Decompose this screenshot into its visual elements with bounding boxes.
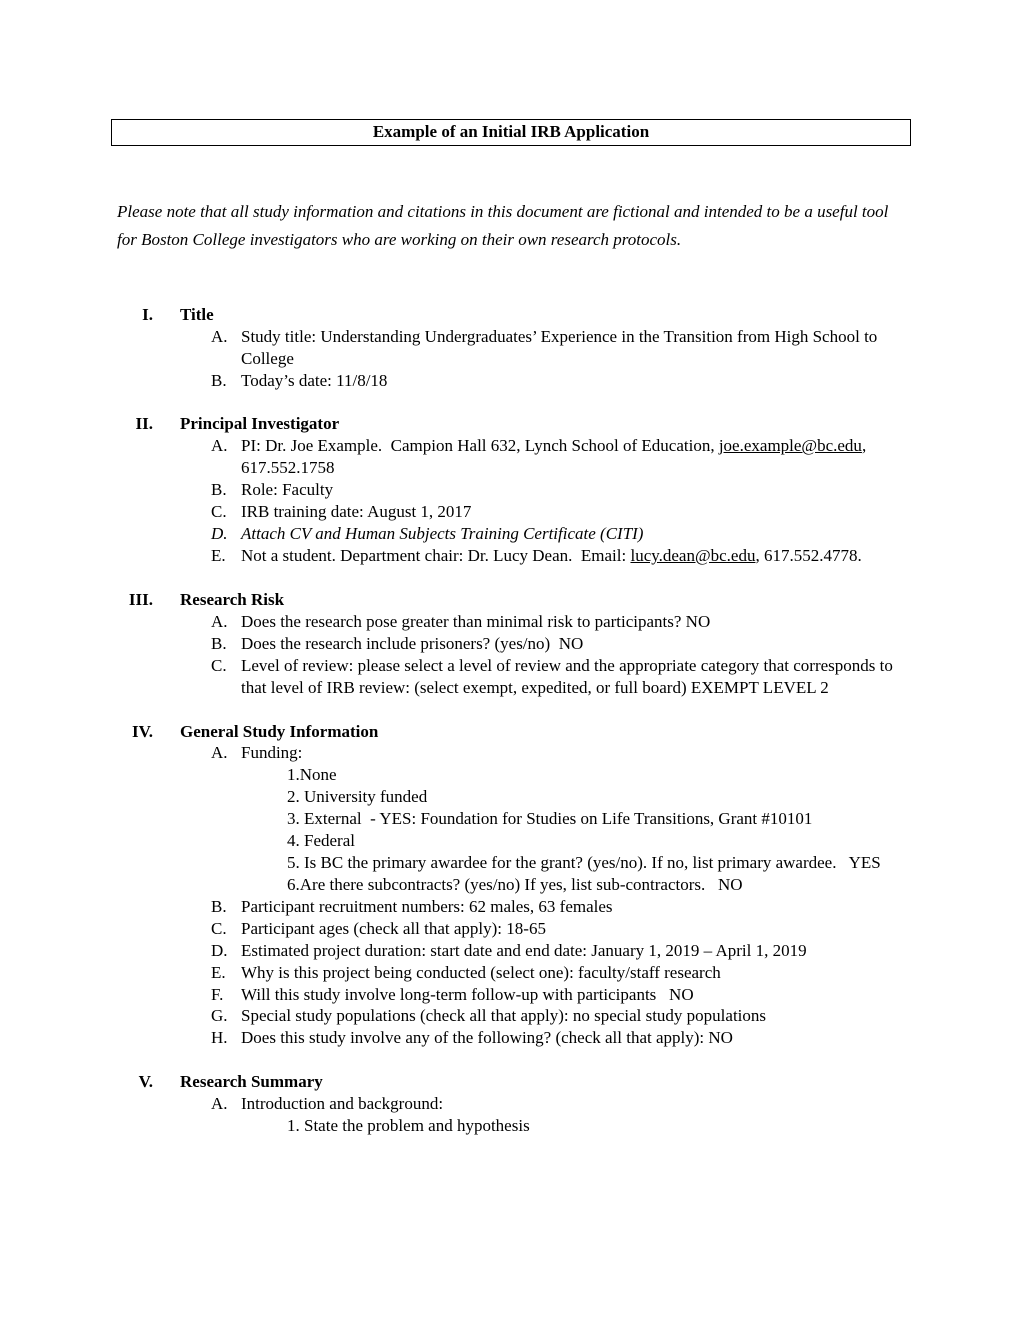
list-item-text: Introduction and background: xyxy=(241,1094,444,1114)
list-item-label: A. xyxy=(211,611,228,631)
list-item-text xyxy=(241,545,903,567)
list-item xyxy=(211,742,911,764)
list-item-label: D. xyxy=(211,524,228,544)
pi-email-link[interactable]: joe.example@bc.edu xyxy=(718,436,862,456)
document-title-box xyxy=(111,119,911,146)
chair-email-link[interactable]: lucy.dean@bc.edu xyxy=(630,545,756,565)
list-item-text: Funding: xyxy=(241,743,303,763)
outline xyxy=(111,304,911,1137)
list-item-label: F. xyxy=(211,984,224,1004)
list-item xyxy=(211,326,911,370)
list-item-label: B. xyxy=(211,896,227,916)
list-item xyxy=(211,370,911,392)
list-item xyxy=(211,655,911,699)
list-item-text: Level of review: please select a level of review and the appropriate category that corresponds to that level of IRB review: (select exempt, expedited, or full board) EXEMPT LEVEL 2 xyxy=(241,655,898,697)
list-item xyxy=(211,1093,911,1115)
list-item-text: Participant recruitment numbers: 62 males, 63 females xyxy=(241,896,613,916)
section-numeral: II. xyxy=(135,414,153,434)
sub-list-item: 4. Federal xyxy=(287,831,355,851)
section-numeral: III. xyxy=(128,589,153,609)
list-item-text: Why is this project being conducted (select one): faculty/staff research xyxy=(241,962,721,982)
section-numeral: IV. xyxy=(132,721,153,741)
chair-contact-text: Not a student. Department chair: Dr. Lucy Dean. Email: xyxy=(241,545,631,565)
section-numeral: I. xyxy=(142,304,153,324)
list-item-label: E. xyxy=(211,962,226,982)
list-item xyxy=(211,501,911,523)
section-research-summary xyxy=(111,1071,911,1137)
section-title xyxy=(111,304,911,392)
list-item-label: H. xyxy=(211,1028,228,1048)
section-heading-row xyxy=(111,304,911,326)
list-item xyxy=(211,1005,911,1027)
list-item-label: A. xyxy=(211,326,228,346)
list-item-label: A. xyxy=(211,436,228,456)
section-heading: General Study Information xyxy=(180,721,379,741)
list-item-text: Attach CV and Human Subjects Training Certificate (CITI) xyxy=(241,524,644,544)
list-item xyxy=(211,479,911,501)
intro-note: Please note that all study information and citations in this document are fictional and intended to be a useful tool for Boston College investigators who are working on their own research protocols. xyxy=(117,202,889,249)
list-item xyxy=(211,545,911,567)
list-item-label: A. xyxy=(211,1094,228,1114)
list-item-text: Will this study involve long-term follow-up with participants NO xyxy=(241,984,694,1004)
list-item-label: A. xyxy=(211,743,228,763)
list-item xyxy=(211,1027,911,1049)
list-item-label: G. xyxy=(211,1006,228,1026)
section-heading-row xyxy=(111,413,911,435)
section-numeral: V. xyxy=(138,1072,153,1092)
sub-list-item: 5. Is BC the primary awardee for the grant? (yes/no). If no, list primary awardee. YES xyxy=(287,853,881,873)
section-heading-row xyxy=(111,589,911,611)
pi-phone-text: , 617.552.1758 xyxy=(241,436,875,478)
sub-list-item: 1. State the problem and hypothesis xyxy=(287,1116,530,1136)
document-title: Example of an Initial IRB Application xyxy=(372,122,650,141)
list-item xyxy=(211,611,911,633)
section-general-study-information xyxy=(111,721,911,1050)
section-heading-row xyxy=(111,1071,911,1093)
list-item xyxy=(211,633,911,655)
list-item xyxy=(211,435,911,479)
list-item-text: Special study populations (check all that apply): no special study populations xyxy=(241,1006,767,1026)
list-item-label: C. xyxy=(211,918,227,938)
list-item-label: B. xyxy=(211,480,227,500)
list-item xyxy=(211,962,911,984)
list-item-text xyxy=(241,435,903,479)
sub-list-item: 6.Are there subcontracts? (yes/no) If yes, list sub-contractors. NO xyxy=(287,874,743,894)
list-item-text: Estimated project duration: start date and end date: January 1, 2019 – April 1, 2019 xyxy=(241,940,807,960)
list-item-label: B. xyxy=(211,633,227,653)
section-heading: Research Risk xyxy=(180,589,285,609)
list-item-label: E. xyxy=(211,545,226,565)
list-item xyxy=(211,918,911,940)
list-item-text: Role: Faculty xyxy=(241,480,334,500)
list-item xyxy=(211,523,911,545)
list-item-text: Does this study involve any of the following? (check all that apply): NO xyxy=(241,1028,733,1048)
sub-list-item: 2. University funded xyxy=(287,787,428,807)
section-heading: Principal Investigator xyxy=(180,414,340,434)
pi-contact-text: PI: Dr. Joe Example. Campion Hall 632, Lynch School of Education, xyxy=(241,436,719,456)
list-item-label: D. xyxy=(211,940,228,960)
list-item-text: Does the research include prisoners? (yes/no) NO xyxy=(241,633,584,653)
list-item xyxy=(211,984,911,1006)
list-item-text: IRB training date: August 1, 2017 xyxy=(241,502,472,522)
sub-list-item: 1.None xyxy=(287,765,337,785)
list-item-label: C. xyxy=(211,502,227,522)
section-heading: Research Summary xyxy=(180,1072,323,1092)
list-item-label: B. xyxy=(211,370,227,390)
list-item-text: Participant ages (check all that apply): 18-65 xyxy=(241,918,546,938)
list-item-text: Study title: Understanding Undergraduates’ Experience in the Transition from High School to College xyxy=(241,326,882,368)
section-heading-row xyxy=(111,721,911,743)
list-item xyxy=(211,896,911,918)
chair-phone-text: , 617.552.4778. xyxy=(755,545,862,565)
list-item xyxy=(211,940,911,962)
section-research-risk xyxy=(111,589,911,699)
sub-list-item: 3. External - YES: Foundation for Studies on Life Transitions, Grant #10101 xyxy=(287,809,813,829)
section-principal-investigator xyxy=(111,413,911,566)
list-item-label: C. xyxy=(211,655,227,675)
list-item-text: Today’s date: 11/8/18 xyxy=(241,370,388,390)
section-heading: Title xyxy=(180,304,214,324)
list-item-text: Does the research pose greater than minimal risk to participants? NO xyxy=(241,611,711,631)
